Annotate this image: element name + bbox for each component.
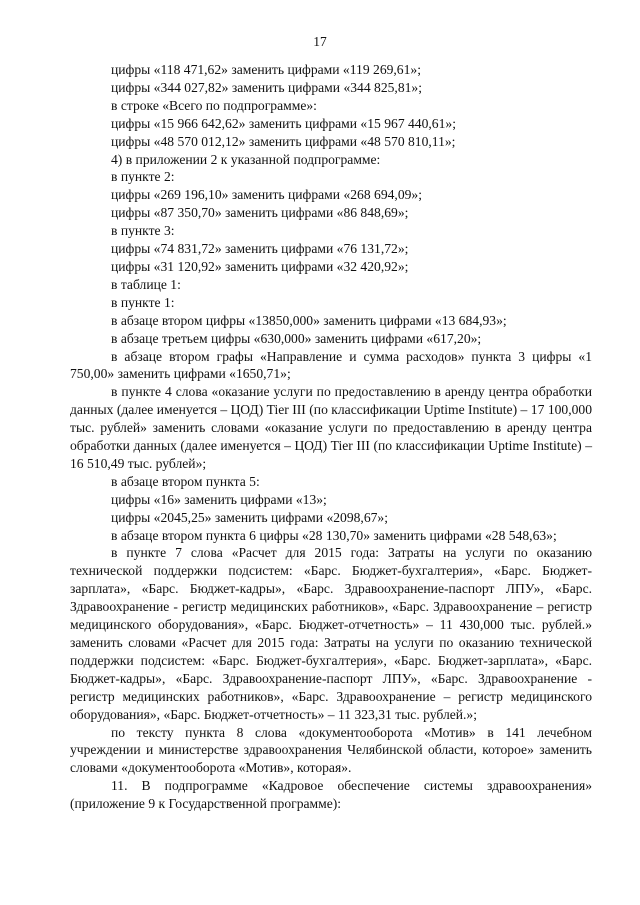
paragraph: в пункте 2: — [111, 169, 175, 185]
paragraph: в абзаце втором пункта 5: — [111, 473, 260, 489]
paragraph: цифры «269 196,10» заменить цифрами «268 694,09»; — [111, 187, 422, 203]
paragraph: в пункте 7 слова «Расчет для 2015 года: Затраты на услуги по оказанию технической поддержки подсистем: «Барс. Бюджет-бухгалтерия», «Барс. Бюджет-зарплата», «Барс. Бюджет-кадры», «Барс. Здравоохранение-паспорт ЛПУ», «Барс. Здравоохранение - регистр медицинских работников», «Барс. Здравоохранение – регистр медицинского оборудования», «Барс. Бюджет-отчетность» – 11 430,000 тыс. рублей.» заменить словами «Расчет для 2015 года: Затраты на услуги по оказанию технической поддержки подсистем: «Барс. Бюджет-бухгалтерия», «Барс. Бюджет-зарплата», «Барс. Бюджет-кадры», «Барс. Здравоохранение-паспорт ЛПУ», «Барс. Здравоохранение - регистр медицинских работников», «Барс. Здравоохранение – регистр медицинского оборудования», «Барс. Бюджет-отчетность» – 11 323,31 тыс. рублей.»; — [70, 545, 592, 722]
paragraph: цифры «31 120,92» заменить цифрами «32 420,92»; — [111, 258, 409, 274]
paragraph: цифры «2045,25» заменить цифрами «2098,67»; — [111, 509, 388, 525]
paragraph: в абзаце втором графы «Направление и сумма расходов» пункта 3 цифры «1 750,00» заменить цифрами «1650,71»; — [70, 348, 592, 382]
paragraph: в абзаце третьем цифры «630,000» заменить цифрами «617,20»; — [111, 330, 482, 346]
paragraph: цифры «15 966 642,62» заменить цифрами «15 967 440,61»; — [111, 115, 456, 131]
paragraph: цифры «344 027,82» заменить цифрами «344 825,81»; — [111, 79, 422, 95]
paragraph: цифры «74 831,72» заменить цифрами «76 131,72»; — [111, 241, 409, 257]
paragraph: цифры «48 570 012,12» заменить цифрами «48 570 810,11»; — [111, 133, 456, 149]
document-body — [70, 61, 592, 813]
paragraph: цифры «87 350,70» заменить цифрами «86 848,69»; — [111, 205, 409, 221]
paragraph: по тексту пункта 8 слова «документооборота «Мотив» в 141 лечебном учреждении и министерстве здравоохранения Челябинской области, которое» заменить словами «документооборота «Мотив», которая». — [70, 724, 592, 776]
paragraph: в абзаце втором цифры «13850,000» заменить цифрами «13 684,93»; — [111, 312, 507, 328]
paragraph: 11. В подпрограмме «Кадровое обеспечение системы здравоохранения» (приложение 9 к Государственной программе): — [70, 778, 592, 812]
paragraph: цифры «16» заменить цифрами «13»; — [111, 491, 327, 507]
page-number: 17 — [313, 34, 327, 49]
paragraph: в пункте 4 слова «оказание услуги по предоставлению в аренду центра обработки данных (далее именуется – ЦОД) Tier III (по классификации Uptime Institute) – 17 100,000 тыс. рублей» заменить словами «оказание услуги по предоставлению в аренду центра обработки данных (далее именуется – ЦОД) Tier III (по классификации Uptime Institute) – 16 510,49 тыс. рублей»; — [70, 384, 592, 471]
paragraph: в пункте 3: — [111, 223, 175, 239]
paragraph: в таблице 1: — [111, 276, 181, 292]
paragraph: в строке «Всего по подпрограмме»: — [111, 97, 317, 113]
paragraph: в пункте 1: — [111, 294, 175, 310]
paragraph: 4) в приложении 2 к указанной подпрограмме: — [111, 151, 381, 167]
paragraph: в абзаце втором пункта 6 цифры «28 130,70» заменить цифрами «28 548,63»; — [111, 527, 557, 543]
paragraph: цифры «118 471,62» заменить цифрами «119 269,61»; — [111, 62, 421, 77]
